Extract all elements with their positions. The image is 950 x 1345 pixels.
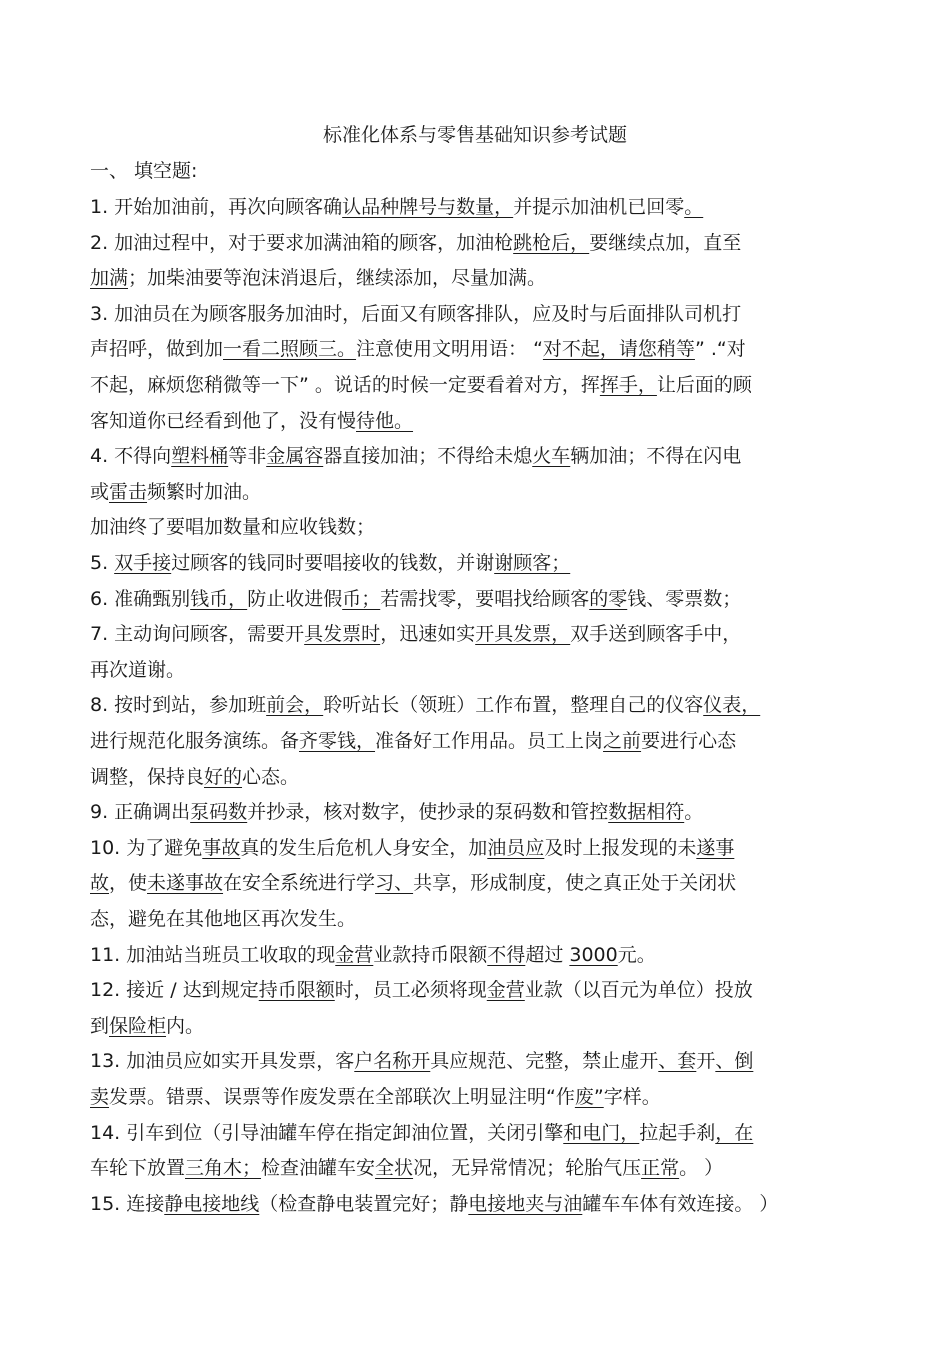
- text-line: [90, 443, 870, 469]
- text-line: [90, 657, 870, 683]
- text-segment: 注意使用文明用语： “: [356, 338, 543, 361]
- text-segment: 时，员工必须将现: [334, 979, 487, 1002]
- text-segment: 客知道你已经看到他了，没有慢: [90, 409, 357, 432]
- underlined-answer: 全状: [375, 1157, 414, 1180]
- text-segment: 13. 加油员应如实开具发票，客: [90, 1050, 355, 1073]
- text-line: [90, 550, 870, 576]
- text-line: [90, 1084, 870, 1110]
- underlined-answer: 持币限额: [258, 979, 335, 1002]
- text-segment: 器直接加油；不得给未熄: [323, 445, 533, 468]
- text-segment: 共享，形成制度，使之真正处于关闭状: [413, 872, 737, 895]
- text-line: [90, 692, 870, 718]
- text-segment: 声招呼，做到加: [90, 338, 224, 361]
- underlined-answer: 好的: [204, 765, 243, 788]
- text-segment: 8. 按时到站，参加班: [90, 694, 267, 717]
- underlined-answer: 故: [90, 872, 110, 895]
- text-segment: 要进行心态: [641, 730, 737, 752]
- text-line: [90, 835, 870, 861]
- underlined-answer: 不得: [487, 943, 526, 966]
- underlined-answer: 遂事: [696, 836, 735, 859]
- text-segment: 拉起手刹: [639, 1121, 716, 1144]
- text-segment: （检查静电装置完好；静: [259, 1192, 469, 1215]
- text-segment: 4. 不得向: [90, 445, 172, 468]
- text-segment: 若需找零，要唱找给顾客: [380, 587, 590, 610]
- underlined-answer: 正常: [641, 1157, 680, 1180]
- text-line: [90, 265, 870, 291]
- underlined-answer: 习、: [375, 872, 414, 895]
- text-segment: 加油终了要唱加数量和应收钱数；: [90, 516, 376, 539]
- text-segment: 字样。: [603, 1086, 661, 1108]
- text-segment: 元。: [617, 943, 656, 966]
- underlined-answer: 油员应: [487, 836, 545, 859]
- underlined-answer: 事故: [202, 836, 241, 859]
- underlined-answer: 、套: [658, 1050, 697, 1073]
- text-segment: 超过: [525, 943, 570, 966]
- underlined-answer: 对不起，请您稍等: [542, 338, 695, 361]
- underlined-answer: 保险柜: [109, 1014, 167, 1037]
- text-line: [90, 514, 870, 540]
- section-heading: 一、 填空题:: [90, 160, 198, 182]
- underlined-answer: 未遂事故: [147, 872, 224, 895]
- text-segment: 具应规范、完整，禁止虚开: [430, 1050, 659, 1073]
- text-segment: 辆加油；不得在闪电: [570, 445, 742, 468]
- underlined-answer: 废”: [574, 1086, 604, 1108]
- text-segment: 发票。错票、误票等作废发票在全部联次上明显注明“作: [109, 1086, 575, 1108]
- text-segment: 钱、零票数；: [627, 587, 742, 610]
- underlined-answer: 的零: [589, 587, 628, 610]
- text-segment: 开: [696, 1050, 716, 1073]
- text-segment: 并抄录，核对数字，使抄录的泵码数和管控: [247, 801, 609, 824]
- text-line: [90, 764, 870, 790]
- text-segment: 9. 正确调出: [90, 801, 191, 824]
- underlined-answer: 塑料桶: [171, 445, 229, 468]
- text-segment: 检查油罐车安: [261, 1157, 376, 1180]
- text-line: [90, 1120, 870, 1146]
- text-segment: 并提示加油机已回零: [513, 196, 685, 218]
- text-line: [90, 301, 870, 327]
- text-segment: 在安全系统进行学: [223, 872, 376, 895]
- text-segment: 再次道谢。: [90, 658, 186, 681]
- text-segment: 7. 主动询问顾客，需要开: [90, 623, 305, 646]
- text-segment: ” .“对: [694, 338, 746, 361]
- text-segment: 10. 为了避免: [90, 836, 203, 859]
- underlined-answer: 金属容: [266, 445, 324, 468]
- text-segment: 要继续点加，直至: [589, 231, 742, 254]
- underlined-answer: 挥手，: [599, 374, 657, 396]
- text-segment: 态，避免在其他地区再次发生。: [90, 908, 357, 930]
- text-segment: 况，无异常情况；轮胎气压: [413, 1157, 642, 1180]
- underlined-answer: 3000: [569, 943, 618, 966]
- text-line: [90, 372, 870, 398]
- underlined-answer: 认品种牌号与数量，: [342, 196, 514, 218]
- text-segment: 或: [90, 480, 110, 503]
- text-segment: 过顾客的钱同时要唱接收的钱数，并谢: [171, 552, 495, 574]
- underlined-answer: 雷击: [109, 480, 148, 503]
- text-line: [90, 194, 870, 220]
- text-segment: 准备好工作用品。员工上岗: [375, 730, 604, 752]
- text-segment: 进行规范化服务演练。备: [90, 730, 300, 752]
- text-line: [90, 906, 870, 932]
- text-segment: 。: [684, 801, 704, 824]
- text-line: [90, 408, 870, 434]
- text-segment: 双手送到顾客手中，: [570, 623, 742, 646]
- text-segment: 内。: [166, 1014, 205, 1037]
- text-segment: 不起，麻烦您稍微等一下” 。说话的时候一定要看着对方，挥: [90, 374, 600, 396]
- underlined-answer: 币；: [342, 587, 381, 610]
- underlined-answer: 开具发票，: [475, 623, 571, 646]
- underlined-answer: 电接地夹与油: [468, 1192, 583, 1215]
- underlined-answer: 谢顾客；: [494, 552, 571, 574]
- text-segment: 5.: [90, 552, 115, 574]
- text-segment: 业款（以百元为单位）投放: [524, 979, 753, 1002]
- text-segment: 。 ）: [679, 1157, 724, 1180]
- text-segment: 心态。: [242, 765, 300, 788]
- text-segment: 罐车车体有效连接。 ）: [582, 1192, 779, 1215]
- underlined-answer: 泵码数: [190, 801, 248, 824]
- text-segment: ，使: [109, 872, 148, 895]
- underlined-answer: 卖: [90, 1086, 110, 1108]
- text-line: [90, 621, 870, 647]
- text-segment: 3. 加油员在为顾客服务加油时，后面又有顾客排队，应及时与后面排队司机打: [90, 302, 742, 325]
- text-segment: 频繁时加油。: [147, 480, 262, 503]
- text-segment: ；加柴油要等泡沫消退后，继续添加，尽量加满。: [128, 267, 547, 290]
- text-line: [90, 1191, 870, 1217]
- text-line: [90, 230, 870, 256]
- underlined-answer: 。: [684, 196, 704, 218]
- text-segment: 真的发生后危机人身安全，加: [240, 836, 488, 859]
- underlined-answer: 加满: [90, 267, 129, 290]
- underlined-answer: 静电接地线: [164, 1192, 260, 1215]
- text-line: [90, 977, 870, 1003]
- text-line: [90, 1013, 870, 1039]
- underlined-answer: 一看二照顾三。: [223, 338, 357, 361]
- text-segment: 15. 连接: [90, 1192, 165, 1215]
- text-segment: 1. 开始加油前，再次向顾客确: [90, 196, 343, 218]
- underlined-answer: 金营: [486, 979, 525, 1002]
- text-segment: 让后面的顾: [656, 374, 752, 396]
- text-segment: 6. 准确甄别: [90, 587, 191, 610]
- text-segment: 11. 加油站当班员工收取的现: [90, 943, 336, 966]
- text-line: [90, 336, 870, 362]
- document-title: 标准化体系与零售基础知识参考试题: [322, 124, 627, 146]
- underlined-answer: 前会，: [266, 694, 324, 717]
- text-segment: 车轮下放置: [90, 1157, 186, 1180]
- text-segment: 12. 接近 / 达到规定: [90, 979, 259, 1002]
- text-segment: 及时上报发现的未: [544, 836, 697, 859]
- text-segment: 14. 引车到位（引导油罐车停在指定卸油位置，关闭引擎: [90, 1121, 564, 1144]
- underlined-answer: 金营: [335, 943, 374, 966]
- text-line: [90, 586, 870, 612]
- underlined-answer: 钱币，: [190, 587, 248, 610]
- text-segment: 业款持币限额: [373, 943, 488, 966]
- underlined-answer: ，在: [715, 1121, 754, 1144]
- text-line: [90, 1155, 870, 1181]
- underlined-answer: 火车: [532, 445, 571, 468]
- underlined-answer: 户名称开: [354, 1050, 431, 1073]
- text-segment: 防止收进假: [247, 587, 343, 610]
- underlined-answer: 数据相符: [608, 801, 685, 824]
- underlined-answer: 、倒: [715, 1050, 754, 1073]
- underlined-answer: 具发票时: [304, 623, 381, 646]
- underlined-answer: 待他。: [356, 409, 414, 432]
- text-line: [90, 942, 870, 968]
- text-segment: 等非: [228, 445, 267, 468]
- underlined-answer: 和电门，: [563, 1121, 640, 1144]
- underlined-answer: 之前: [603, 730, 642, 752]
- underlined-answer: 齐零钱，: [299, 730, 376, 752]
- underlined-answer: 三角木；: [185, 1157, 262, 1180]
- text-line: [90, 728, 870, 754]
- text-segment: 调整，保持良: [90, 765, 205, 788]
- text-line: [90, 799, 870, 825]
- text-segment: 到: [90, 1014, 110, 1037]
- text-segment: 2. 加油过程中，对于要求加满油箱的顾客，加油枪: [90, 231, 514, 254]
- text-line: [90, 479, 870, 505]
- text-segment: ，迅速如实: [380, 623, 476, 646]
- text-line: [90, 1048, 870, 1074]
- text-line: [90, 870, 870, 896]
- underlined-answer: 双手接: [114, 552, 172, 574]
- underlined-answer: 仪表，: [703, 694, 761, 717]
- text-segment: 聆听站长（领班）工作布置，整理自己的仪容: [323, 694, 704, 717]
- underlined-answer: 跳枪后，: [513, 231, 590, 254]
